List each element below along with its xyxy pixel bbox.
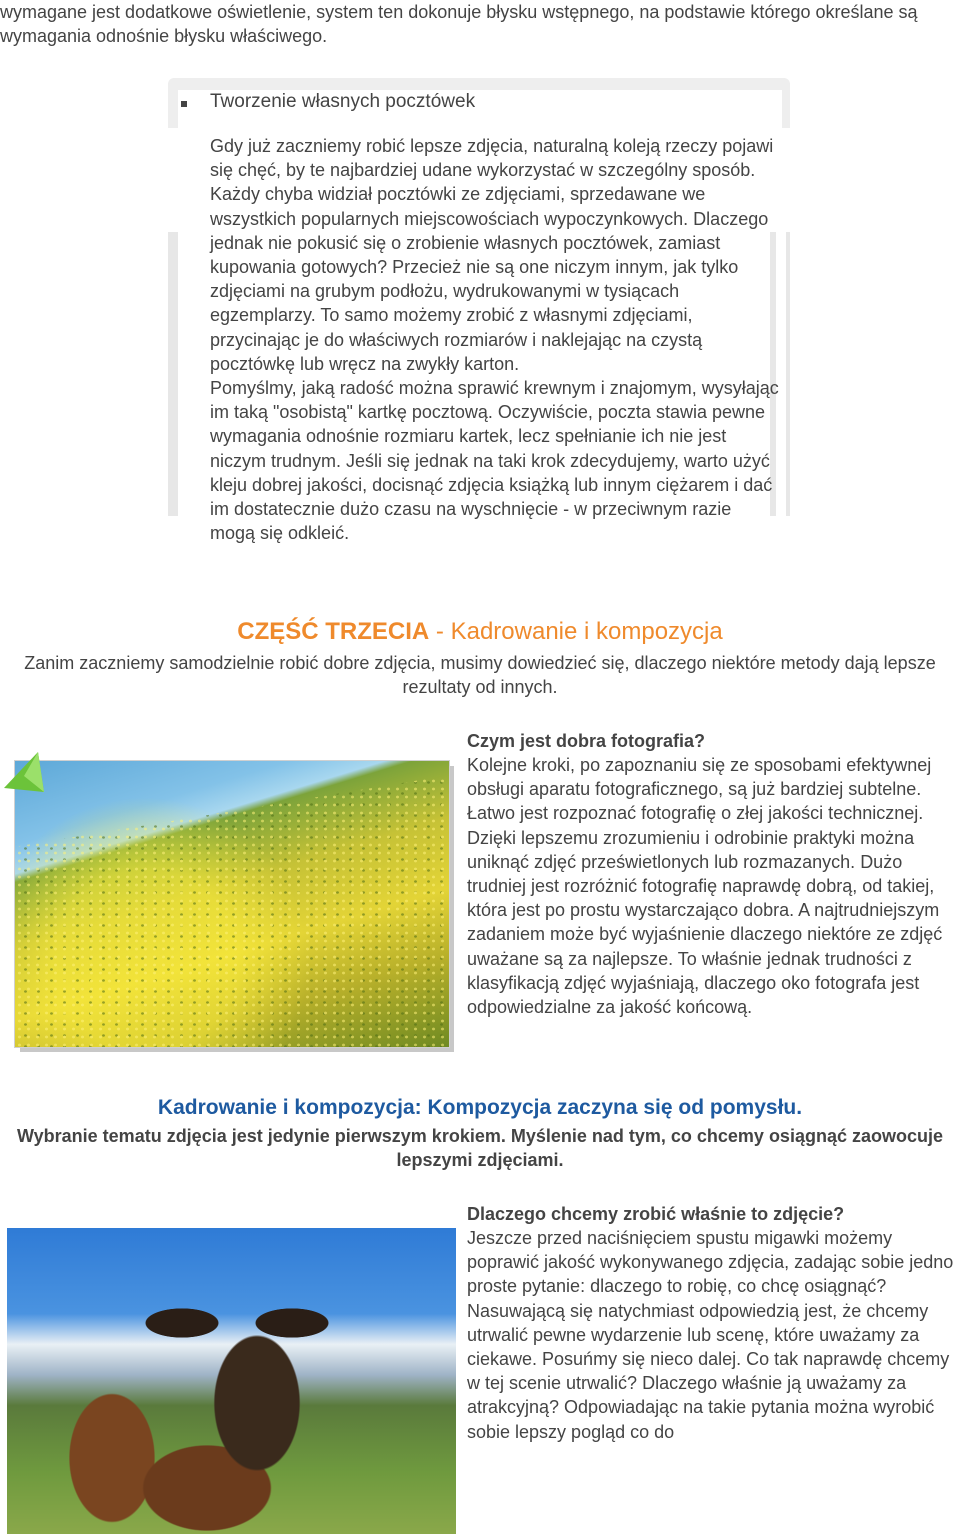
postcard-frame-left-inner: [178, 232, 196, 516]
leaf-icon: [4, 752, 44, 794]
why-photo-body: Jeszcze przed naciśnięciem spustu migawki możemy poprawić jakość wykonywanego zdjęcia, zadając sobie jedno proste pytanie: dlaczego to robię, co chcę osiągnąć? Nasuwającą się natychmiast odpowiedzią jest, że chcemy utrwalić pewne wydarzenie lub scenę, które uważamy za ciekawe. Posuńmy się nieco dalej. Co tak naprawdę chcemy w tej scenie utrwalić? Dlaczego właśnie ją uważamy za atrakcyjną? Odpowiadając na takie pytania można wyrobić sobie lepszy pogląd co do: [467, 1228, 954, 1442]
meadow-photo-image: [14, 760, 450, 1048]
postcard-section-title: Tworzenie własnych pocztówek: [210, 91, 476, 112]
good-photo-title: Czym jest dobra fotografia?: [467, 731, 706, 751]
cowboys-photo: [7, 1228, 456, 1534]
intro-paragraph: wymagane jest dodatkowe oświetlenie, system ten dokonuje błysku wstępnego, na podstawie którego określane są wymagania odnośnie błysku właściwego.: [0, 2, 918, 47]
composition-subtitle: Wybranie tematu zdjęcia jest jedynie pierwszym krokiem. Myślenie nad tym, co chcemy osiągnąć zaowocuje lepszymi zdjęciami.: [16, 1126, 943, 1171]
why-photo-title: Dlaczego chcemy zrobić właśnie to zdjęcie?: [467, 1204, 845, 1224]
part-three-intro: Zanim zaczniemy samodzielnie robić dobre zdjęcia, musimy dowiedzieć się, dlaczego niektóre metody dają lepsze rezultaty od innych.: [24, 653, 936, 698]
meadow-photo: [14, 760, 454, 1052]
part-three-heading: [0, 618, 960, 646]
bullet-icon: [181, 101, 187, 107]
part-three-label: CZĘŚĆ TRZECIA: [237, 618, 430, 645]
good-photo-body: Kolejne kroki, po zapoznaniu się ze sposobami efektywnej obsługi aparatu fotograficznego, są już bardziej subtelne. Łatwo jest rozpoznać fotografię o złej jakości technicznej. Dzięki lepszemu zrozumieniu i odrobinie praktyki można uniknąć zdjęć prześwietlonych lub rozmazanych. Dużo trudniej jest rozróżnić fotografię naprawdę dobrą, od takiej, która jest po prostu wystarczająco dobra. A najtrudniejszym zadaniem może być wyjaśnienie dlaczego niektóre ze zdjęć uważane są za najlepsze. To właśnie jednak trudności z klasyfikacją zdjęć wyjaśniają, dlaczego oko fotografa jest odpowiedzialne za jakość końcową.: [467, 755, 943, 1018]
postcard-section-body: Gdy już zaczniemy robić lepsze zdjęcia, naturalną koleją rzeczy pojawi się chęć, by te najbardziej udane wykorzystać w szczególny sposób. Każdy chyba widział pocztówki ze zdjęciami, sprzedawane we wszystkich popularnych miejscowościach wypoczynkowych. Dlaczego jednak nie pokusić się o zrobienie własnych pocztówek, zamiast kupowania gotowych? Przecież nie są one niczym innym, jak tylko zdjęciami na grubym podłożu, wydrukowanymi w tysiącach egzemplarzy. To samo możemy zrobić z własnymi zdjęciami, przycinając je do właściwych rozmiarów i naklejając na czystą pocztówkę lub wręcz na zwykły karton. Pomyślmy, jaką radość można sprawić krewnym i znajomym, wysyłając im taką "osobistą" kartkę pocztową. Oczywiście, poczta stawia pewne wymagania odnośnie rozmiaru kartek, lecz spełnianie ich nie jest niczym trudnym. Jeśli się jednak na taki krok zdecydujemy, warto użyć kleju dobrej jakości, docisnąć zdjęcia książką lub innym ciężarem i dać im dostatecznie dużo czasu na wyschnięcie - w przeciwnym razie mogą się odkleić.: [210, 136, 779, 544]
part-three-title: Kadrowanie i kompozycja: [450, 618, 723, 645]
part-three-separator: -: [429, 618, 451, 645]
composition-heading: Kadrowanie i kompozycja: Kompozycja zaczyna się od pomysłu.: [157, 1096, 803, 1119]
